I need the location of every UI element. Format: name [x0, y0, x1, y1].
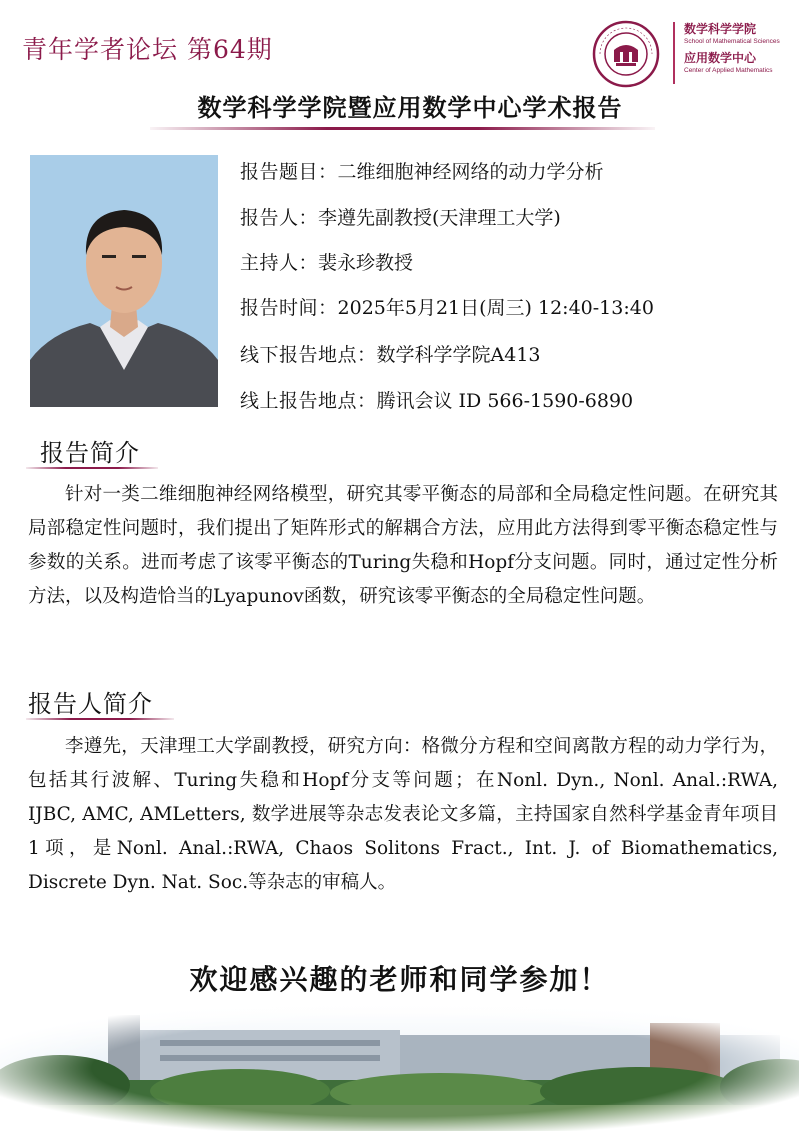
- forum-title: 青年学者论坛 第64期: [22, 35, 273, 64]
- speaker-value: 李遵先副教授(天津理工大学): [318, 207, 561, 229]
- host-label: 主持人：: [240, 252, 319, 274]
- talk-title-value: 二维细胞神经网络的动力学分析: [337, 161, 604, 183]
- info-row-host: [240, 248, 413, 275]
- talk-title-label: 报告题目：: [240, 161, 338, 183]
- info-row-speaker: [240, 203, 561, 230]
- offline-location-label: 线下报告地点：: [240, 344, 377, 366]
- online-location-value: 腾讯会议 ID 566-1590-6890: [376, 390, 634, 412]
- info-row-title: [240, 157, 604, 184]
- info-row-time: [240, 293, 654, 320]
- welcome-message: 欢迎感兴趣的老师和同学参加！: [189, 963, 610, 996]
- title-underline: [150, 127, 655, 130]
- info-row-offline-location: [240, 340, 541, 367]
- bio-heading-underline: [26, 718, 174, 720]
- speaker-photo: [30, 155, 218, 407]
- abstract-text: [28, 478, 778, 614]
- school-logo-text: [684, 22, 794, 80]
- host-value: 裴永珍教授: [318, 252, 414, 274]
- school-name-cn: 数学科学学院: [684, 22, 757, 36]
- speaker-label: 报告人：: [240, 207, 319, 229]
- abstract-paragraph: 针对一类二维细胞神经网络模型，研究其零平衡态的局部和全局稳定性问题。在研究其局部稳定性问题时，我们提出了矩阵形式的解耦合方法，应用此方法得到零平衡态稳定性与参数的关系。进而考虑了该零平衡态的Turing失稳和Hopf分支问题。同时，通过定性分析方法，以及构造恰当的Lyapunov函数，研究该零平衡态的全局稳定性问题。: [28, 484, 778, 607]
- time-value: 2025年5月21日(周三) 12:40-13:40: [337, 297, 654, 319]
- offline-location-value: 数学科学学院A413: [376, 344, 541, 366]
- logo-divider: [673, 22, 675, 84]
- bio-paragraph: 李遵先，天津理工大学副教授，研究方向：格微分方程和空间离散方程的动力学行为，包括其行波解、Turing失稳和Hopf分支等问题；在Nonl. Dyn., Nonl. Anal.:RWA, IJBC, AMC, AMLetters, 数学进展等杂志发表论文多篇，主持国家自然科学基金青年项目1项，是Nonl. Anal.:RWA, Chaos Solitons Fract., Int. J. of Biomathematics, Discrete Dyn. Nat. Soc.等杂志的审稿人。: [28, 736, 778, 893]
- center-name-en: Center of Applied Mathematics: [684, 67, 773, 74]
- online-location-label: 线上报告地点：: [240, 390, 377, 412]
- abstract-heading-underline: [26, 467, 158, 469]
- info-row-online-location: [240, 386, 633, 413]
- abstract-heading: 报告简介: [40, 439, 140, 467]
- school-name-en: School of Mathematical Sciences: [684, 38, 780, 45]
- center-name-cn: 应用数学中心: [684, 51, 757, 65]
- bio-heading: 报告人简介: [28, 690, 153, 718]
- bio-text: [28, 730, 778, 900]
- page-title: 数学科学学院暨应用数学中心学术报告: [197, 93, 623, 122]
- time-label: 报告时间：: [240, 297, 338, 319]
- campus-banner-image: [0, 1005, 799, 1131]
- university-seal-logo: [592, 20, 660, 88]
